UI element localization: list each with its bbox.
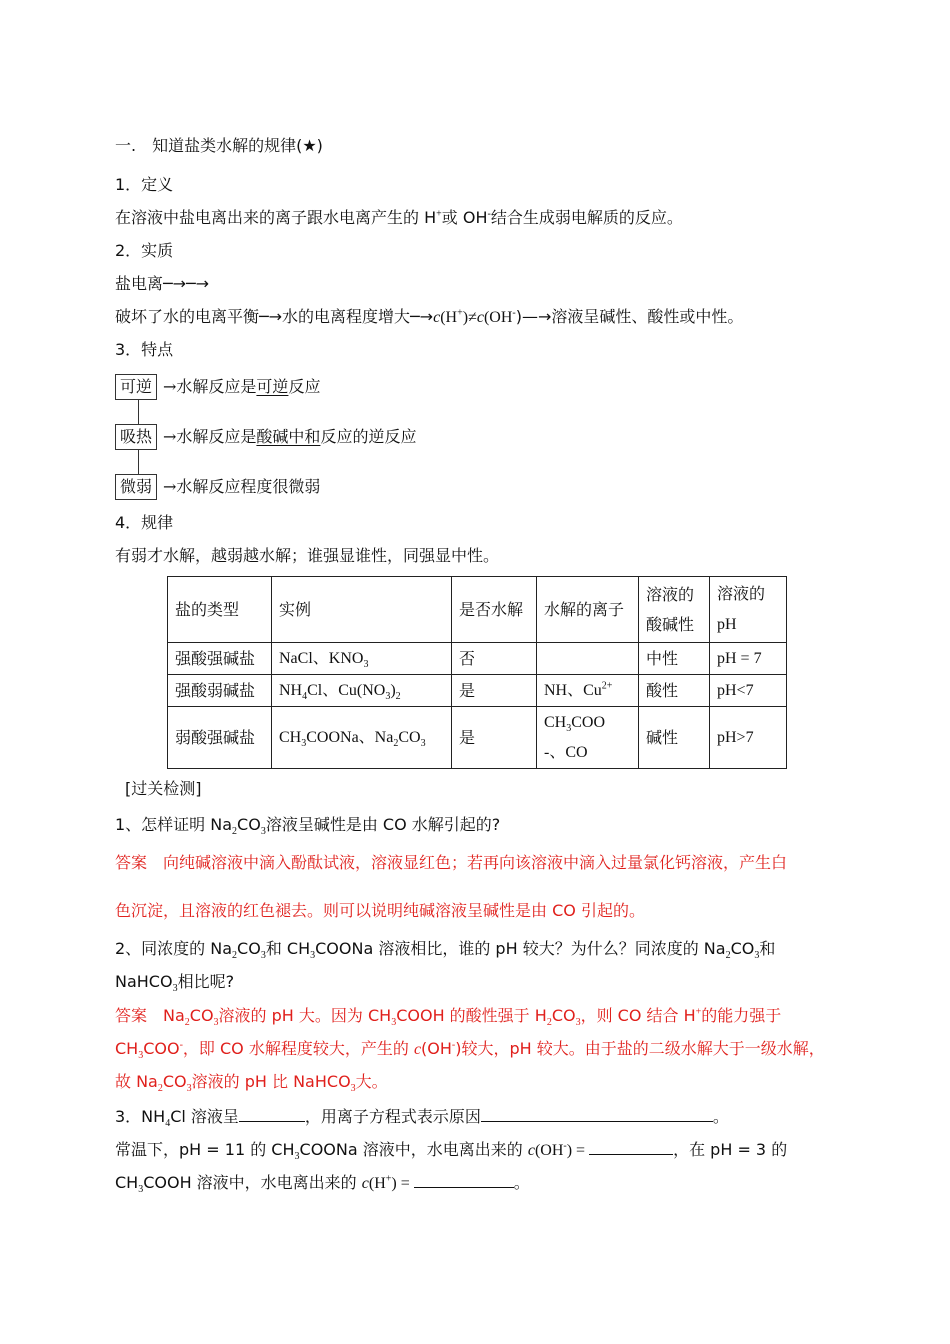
cell-acidity: 酸性: [639, 675, 710, 707]
question-2-line-2: NaHCO$_3$相比呢?: [115, 972, 235, 995]
cell-example: NaCl、$KNO_3$: [272, 643, 452, 675]
question-2-line-1: 2、同浓度的 $Na_2CO_3$和 $CH_3COONa$ 溶液相比，谁的 pH 较大？为什么？同浓度的 $Na_2CO_3$和: [115, 939, 776, 962]
answer-1-line-1: 答案 向纯碱溶液中滴入酚酞试液，溶液显红色；若再向该溶液中滴入过量氯化钙溶液，产生白: [115, 853, 788, 872]
cell-example: $CH_3COONa$、$Na_2CO_3$: [272, 707, 452, 769]
header-cell: 盐的类型: [168, 577, 272, 643]
header-cell: 实例: [272, 577, 452, 643]
cell-hydrolysis: 否: [452, 643, 537, 675]
feature-box-reversible: 可逆: [115, 374, 157, 400]
cell-type: 弱酸强碱盐: [168, 707, 272, 769]
answer-1-line-2: 色沉淀，且溶液的红色褪去。则可以说明纯碱溶液呈碱性是由 CO 引起的。: [115, 901, 645, 920]
cell-ion: [537, 643, 639, 675]
cell-type: 强酸弱碱盐: [168, 675, 272, 707]
table-row: [168, 643, 787, 675]
cell-ion: NH、$Cu^{2+}$: [537, 675, 639, 707]
header-cell: 是否水解: [452, 577, 537, 643]
header-cell: 水解的离子: [537, 577, 639, 643]
connector-line: [138, 400, 139, 424]
heading-definition: 1．定义: [115, 175, 174, 194]
feature-text-reversible: →水解反应是可逆反应: [163, 377, 321, 396]
question-1: 1、怎样证明 $Na_2CO_3$溶液呈碱性是由 CO 水解引起的?: [115, 815, 501, 838]
definition-text: 在溶液中盐电离出来的离子跟水电离产生的 H+或 OH-结合生成弱电解质的反应。: [115, 208, 683, 227]
cell-ph: pH = 7: [710, 643, 787, 675]
connector-line: [138, 450, 139, 474]
cell-acidity: 中性: [639, 643, 710, 675]
heading-essence: 2．实质: [115, 241, 174, 260]
cell-acidity: 碱性: [639, 707, 710, 769]
answer-2-line-1: 答案 $Na_2CO_3$溶液的 pH 大。因为 $CH_3COOH$ 的酸性强于 $H_2CO_3$，则 CO 结合 H+的能力强于: [115, 1006, 782, 1029]
answer-blank[interactable]: [414, 1171, 514, 1188]
table-header-row: [168, 577, 787, 643]
cell-hydrolysis: 是: [452, 707, 537, 769]
answer-blank[interactable]: [239, 1105, 305, 1122]
feature-text-endothermic: →水解反应是酸碱中和反应的逆反应: [163, 427, 417, 446]
essence-line-1: 盐电离─→─→: [115, 274, 210, 293]
salt-hydrolysis-table: [167, 576, 787, 769]
check-title: [过关检测]: [125, 779, 202, 798]
cell-ph: pH>7: [710, 707, 787, 769]
question-3-line-2: 常温下，pH = 11 的 $CH_3COONa$ 溶液中，水电离出来的 c(OH-) = ，在 pH = 3 的: [115, 1140, 788, 1163]
cell-hydrolysis: 是: [452, 675, 537, 707]
answer-blank[interactable]: [481, 1105, 713, 1122]
essence-line-2: 破坏了水的电离平衡─→水的电离程度增大─→c(H+)≠c(OH-)—→溶液呈碱性、酸性或中性。: [115, 307, 744, 326]
table-row: [168, 707, 787, 769]
question-3-line-3: $CH_3COOH$ 溶液中，水电离出来的 c(H+) = 。: [115, 1173, 530, 1196]
heading-rules: 4．规律: [115, 513, 174, 532]
cell-ph: pH<7: [710, 675, 787, 707]
section-title: 一. 知道盐类水解的规律(★): [115, 136, 323, 155]
heading-features: 3．特点: [115, 340, 174, 359]
answer-2-line-3: 故 $Na_2CO_3$溶液的 pH 比 NaHCO$_3$大。: [115, 1072, 388, 1095]
feature-text-weak: →水解反应程度很微弱: [163, 477, 321, 496]
answer-2-line-2: $CH_3COO^-$，即 CO 水解程度较大，产生的 c(OH-)较大，pH 较大。由于盐的二级水解大于一级水解，: [115, 1039, 825, 1062]
cell-type: 强酸强碱盐: [168, 643, 272, 675]
question-3-line-1: 3．$NH_4Cl$ 溶液呈 ，用离子方程式表示原因 。: [115, 1107, 729, 1130]
feature-box-endothermic: 吸热: [115, 424, 157, 450]
answer-blank[interactable]: [589, 1138, 673, 1155]
cell-ion: $CH_3COO$ -、CO: [537, 707, 639, 769]
header-cell: 溶液的 pH: [710, 577, 787, 643]
header-cell: 溶液的 酸碱性: [639, 577, 710, 643]
table-row: [168, 675, 787, 707]
cell-example: $NH_4Cl$、$Cu(NO_3)_2$: [272, 675, 452, 707]
feature-box-weak: 微弱: [115, 474, 157, 500]
rule-text: 有弱才水解，越弱越水解；谁强显谁性，同强显中性。: [115, 546, 500, 565]
